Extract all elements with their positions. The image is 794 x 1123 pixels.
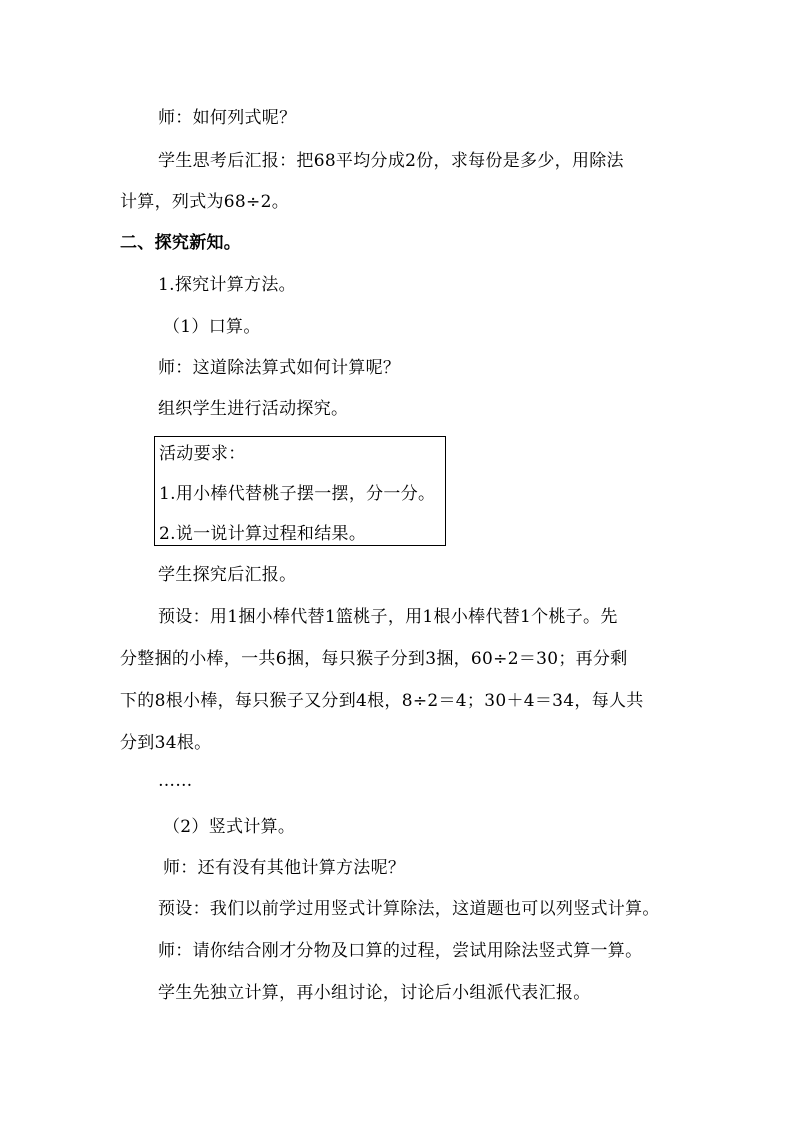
teacher-question-line-3: 师：还有没有其他计算方法呢？ — [163, 858, 406, 878]
ellipsis-line: …… — [158, 771, 193, 791]
student-report-line-1: 学生思考后汇报：把68平均分成2份，求每份是多少，用除法 — [158, 151, 624, 171]
oral-calc-heading: （1）口算。 — [163, 317, 261, 337]
teacher-question-line: 师：如何列式呢？ — [158, 108, 297, 128]
preset-line-4: 分到34根。 — [120, 733, 212, 753]
student-report-line-2: 计算，列式为68÷2。 — [120, 192, 289, 212]
student-discussion-line: 学生先独立计算，再小组讨论，讨论后小组派代表汇报。 — [158, 983, 591, 1003]
activity-box-title: 活动要求： — [159, 444, 246, 464]
activity-requirements-box — [154, 436, 446, 546]
activity-box-item-1: 1.用小棒代替桃子摆一摆，分一分。 — [159, 484, 436, 504]
section-heading: 二、探究新知。 — [120, 233, 242, 253]
activity-box-item-2: 2.说一说计算过程和结果。 — [159, 524, 367, 544]
student-report-line-3: 学生探究后汇报。 — [158, 565, 297, 585]
preset-line-1: 预设：用1捆小棒代替1篮桃子，用1根小棒代替1个桃子。先 — [158, 607, 618, 627]
teacher-instruction-line: 师：请你结合刚才分物及口算的过程，尝试用除法竖式算一算。 — [158, 941, 643, 961]
organize-activity-line: 组织学生进行活动探究。 — [158, 399, 349, 419]
vertical-calc-heading: （2）竖式计算。 — [163, 817, 296, 837]
preset-line-2: 分整捆的小棒，一共6捆，每只猴子分到3捆，60÷2＝30；再分剩 — [120, 649, 628, 669]
preset-line-3: 下的8根小棒，每只猴子又分到4根，8÷2＝4；30＋4＝34，每人共 — [120, 691, 644, 711]
preset-line-5: 预设：我们以前学过用竖式计算除法，这道题也可以列竖式计算。 — [158, 899, 660, 919]
teacher-question-line-2: 师：这道除法算式如何计算呢？ — [158, 358, 401, 378]
subsection-heading: 1.探究计算方法。 — [158, 275, 296, 295]
